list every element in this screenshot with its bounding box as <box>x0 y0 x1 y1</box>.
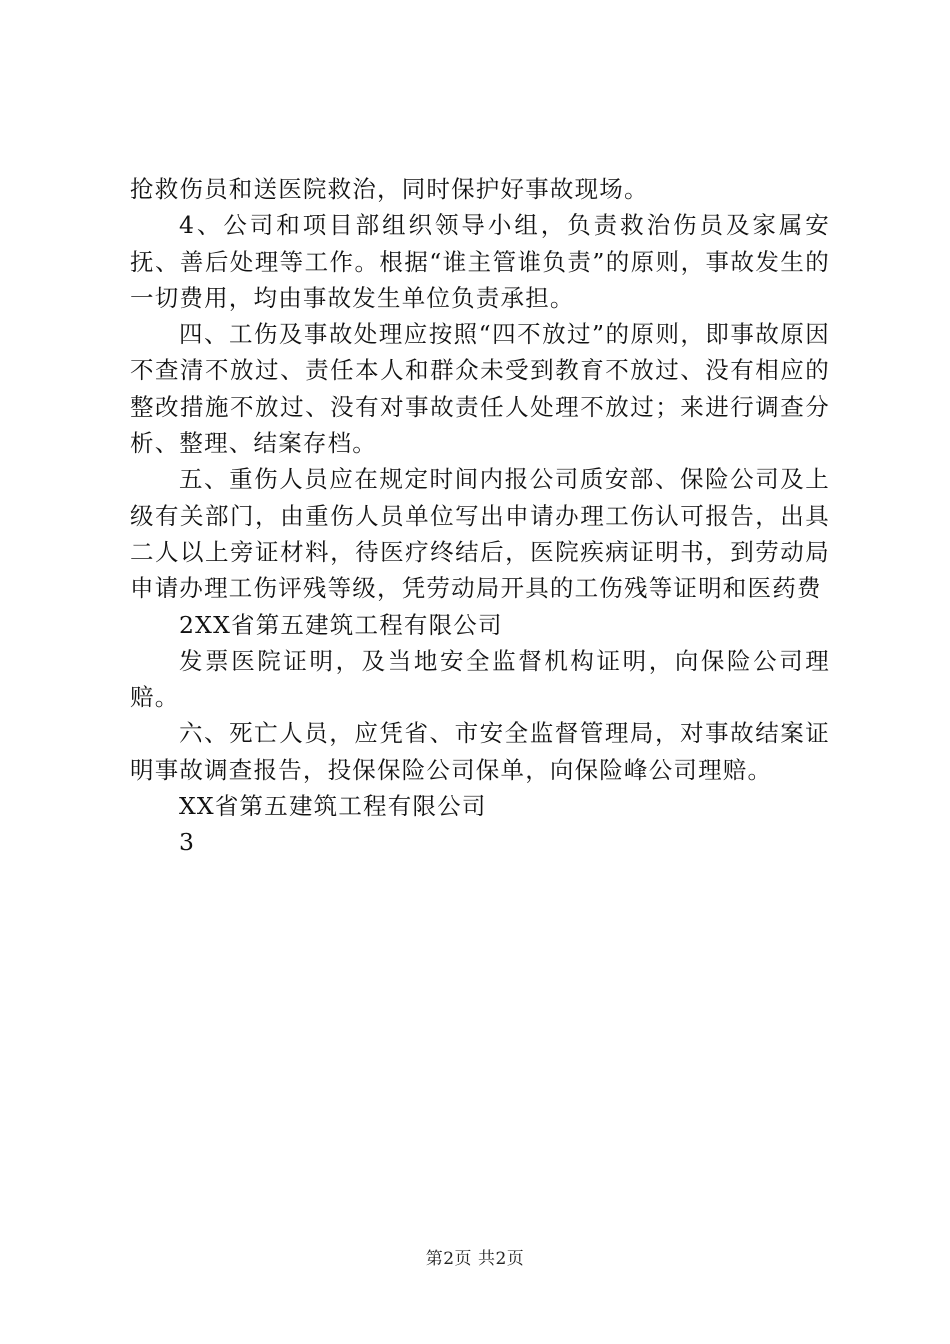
paragraph-section-6: 六、死亡人员，应凭省、市安全监督管理局，对事故结案证明事故调查报告，投保保险公司保单，向保险峰公司理赔。 <box>130 719 830 784</box>
paragraph-item-4: 4、公司和项目部组织领导小组，负责救治伤员及家属安抚、善后处理等工作。根据“谁主管谁负责”的原则，事故发生的一切费用，均由事故发生单位负责承担。 <box>130 211 830 312</box>
paragraph-section-4: 四、工伤及事故处理应按照“四不放过”的原则，即事故原因不查清不放过、责任本人和群众未受到教育不放过、没有相应的整改措施不放过、没有对事故责任人处理不放过；来进行调查分析、整理、结案存档。 <box>130 320 830 458</box>
paragraph-rescue: 抢救伤员和送医院救治，同时保护好事故现场。 <box>130 175 649 203</box>
paragraph-invoice: 发票医院证明，及当地安全监督机构证明，向保险公司理赔。 <box>130 646 830 712</box>
document-body <box>130 171 830 861</box>
page-marker-number: 3 <box>179 828 196 857</box>
company-name-line: XX省第五建筑工程有限公司 <box>179 792 487 821</box>
page-footer: 第2页 共2页 <box>425 1249 525 1269</box>
paragraph-section-5: 五、重伤人员应在规定时间内报公司质安部、保险公司及上级有关部门，由重伤人员单位写出申请办理工伤认可报告，出具二人以上旁证材料，待医疗终结后，医院疾病证明书，到劳动局申请办理工伤评残等级，凭劳动局开具的工伤残等证明和医药费 <box>130 465 830 603</box>
company-name-line-2: 2XX省第五建筑工程有限公司 <box>179 610 503 639</box>
